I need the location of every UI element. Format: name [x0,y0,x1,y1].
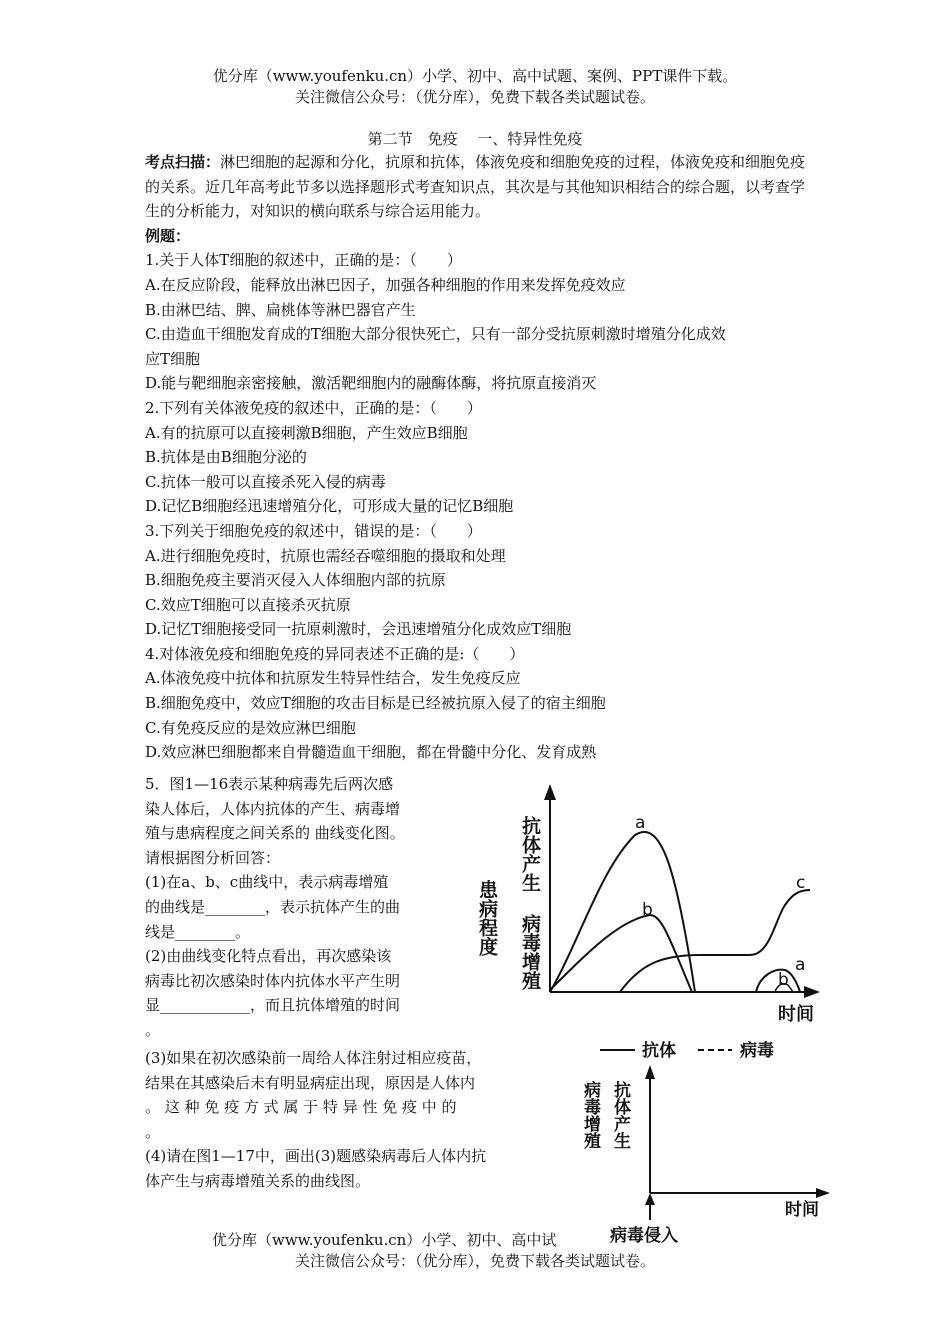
text-line: C.效应T细胞可以直接杀灭抗原 [145,595,351,614]
q5-line: (1)在a、b、c曲线中，表示病毒增殖 [145,873,389,892]
text-line: D.记忆T细胞接受同一抗原刺激时，会迅速增殖分化成效应T细胞 [145,620,572,639]
fig1-legend-virus: 病毒 [740,1041,774,1061]
text-line: D.效应淋巴细胞都来自骨髓造血干细胞，都在骨髓中分化、发育成熟 [145,743,597,762]
footer-line-1: 优分库（www.youfenku.cn）小学、初中、高中试 [212,1231,557,1249]
fig2-infection-label: 病毒侵入 [610,1226,678,1246]
text-line: D.能与靶细胞亲密接触，激活靶细胞内的融酶体酶，将抗原直接消灭 [145,374,597,393]
text-line: C.由造血干细胞发育成的T细胞大部分很快死亡，只有一部分受抗原刺激时增殖分化成效 [145,325,726,344]
text-line: 2.下列有关体液免疫的叙述中，正确的是：（ ） [145,398,482,417]
fig1-ylabel-virus: 病毒增殖 [519,914,541,990]
header-line-2: 关注微信公众号：（优分库），免费下载各类试题试卷。 [294,88,655,106]
footer-line-2: 关注微信公众号：（优分库），免费下载各类试题试卷。 [294,1252,655,1270]
examples-label: 例题： [145,226,191,245]
q5-more-line: 。 这 种 免 疫 方 式 属 于 特 异 性 免 疫 中 的 [145,1098,457,1117]
q5-line: 病毒比初次感染时体内抗体水平产生明 [145,971,401,990]
page-title: 第二节 免疫 一、特异性免疫 [367,130,583,148]
q5-more-line: (3)如果在初次感染前一周给人体注射过相应疫苗， [145,1049,482,1067]
q5-line: (2)由曲线变化特点看出，再次感染该 [145,947,392,966]
q5-line: 线是________。 [145,922,251,941]
q5-more-line: 体产生与病毒增殖关系的曲线图。 [145,1171,371,1190]
intro-text: 淋巴细胞的起源和分化，抗原和抗体，体液免疫和细胞免疫的过程，体液免疫和细胞免疫的关系。近几年高考此节多以选择题形式考查知识点，其次是与其他知识相结合的综合题，以考查学生的分析能力，对知识的横向联系与综合运用能力。 [145,153,806,221]
fig2-x-arrow-icon [816,1188,830,1198]
fig1-label-a-second: a [795,955,806,975]
fig1-label-b: b [642,900,653,920]
intro-label: 考点扫描： [145,153,221,171]
text-line: B.由淋巴结、脾、扁桃体等淋巴器官产生 [145,300,416,319]
text-line: A.在反应阶段，能释放出淋巴因子，加强各种细胞的作用来发挥免疫效应 [145,275,626,294]
q5-more-line: 结果在其感染后未有明显病症出现，原因是人体内 [145,1073,476,1092]
q5-line: 显____________，而且抗体增殖的时间 [145,996,401,1015]
text-line: C.有免疫反应的是效应淋巴细胞 [145,718,356,737]
fig2-ylabel-virus: 病毒增殖 [580,1081,600,1149]
header-line-1: 优分库（www.youfenku.cn）小学、初中、高中试题、案例、PPT课件下载。 [212,67,738,85]
figure-1-16 [470,780,830,1070]
fig1-legend-antibody: 抗体 [642,1041,676,1061]
fig1-label-c: c [796,873,806,893]
fig1-x-arrow-icon [804,986,820,998]
text-line: 应T细胞 [145,349,201,368]
question-5-column [145,772,455,1043]
fig2-ylabel-antibody: 抗体产生 [610,1081,630,1149]
fig1-label-a: a [635,813,646,833]
q5-more-line: 。 [145,1122,161,1141]
q5-line: 的曲线是________，表示抗体产生的曲 [145,897,401,916]
text-line: C.抗体一般可以直接杀死入侵的病毒 [145,472,386,491]
fig1-label-b-second: b [778,970,789,990]
text-line: A.有的抗原可以直接刺激B细胞，产生效应B细胞 [145,423,468,442]
text-line: D.记忆B细胞经迅速增殖分化，可形成大量的记忆B细胞 [145,497,514,516]
fig2-xlabel: 时间 [785,1200,819,1220]
text-line: A.体液免疫中抗体和抗原发生特异性结合，发生免疫反应 [145,669,521,688]
main-text [145,150,810,765]
text-line: 1.关于人体T细胞的叙述中，正确的是：（ ） [145,251,462,270]
intro-paragraph [145,150,810,224]
text-line: B.细胞免疫中，效应T细胞的攻击目标是已经被抗原入侵了的宿主细胞 [145,694,606,713]
text-line: 4.对体液免疫和细胞免疫的异同表述不正确的是:（ ） [145,644,525,663]
q5-line: 请根据图分析回答： [145,848,281,867]
text-line: 3.下列关于细胞免疫的叙述中，错误的是：（ ） [145,521,482,540]
q5-line: 。 [145,1020,161,1039]
q5-line: 5．图1—16表示某种病毒先后两次感 [145,775,394,793]
q5-line: 殖与患病程度之间关系的 曲线变化图。 [145,824,405,843]
text-line: B.抗体是由B细胞分泌的 [145,448,307,467]
fig1-curve-b [550,915,692,992]
fig1-ylabel-severity: 患病程度 [476,880,498,956]
text-line: B.细胞免疫主要消灭侵入人体细胞内部的抗原 [145,571,446,590]
fig1-xlabel: 时间 [778,1004,814,1025]
q5-more-line: (4)请在图1—17中，画出(3)题感染病毒后人体内抗 [145,1147,487,1166]
figure-1-17 [580,1065,840,1250]
fig2-infection-arrow-icon [645,1193,655,1205]
q5-line: 染人体后，人体内抗体的产生、病毒增 [145,799,401,818]
fig1-ylabel-antibody: 抗体产生 [519,816,541,892]
fig2-y-arrow-icon [645,1065,655,1079]
text-line: A.进行细胞免疫时，抗原也需经吞噬细胞的摄取和处理 [145,546,506,565]
fig1-y-arrow-icon [544,784,556,800]
